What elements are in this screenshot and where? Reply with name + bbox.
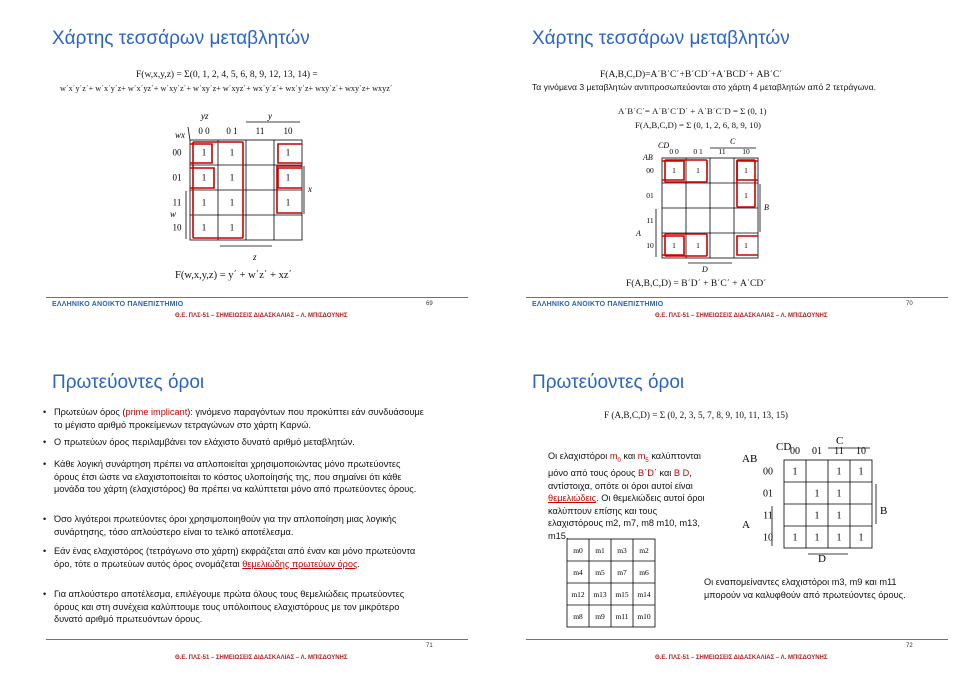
university-logo-text: ΕΛΛΗΝΙΚΟ ΑΝΟΙΚΤΟ ΠΑΝΕΠΙΣΤΗΜΙΟ: [52, 301, 184, 308]
minterm-label: m4: [573, 568, 583, 577]
slide-title: Χάρτης τεσσάρων μεταβλητών: [532, 28, 790, 49]
function-definition: F(A,B,C,D)=A΄B΄C΄+B΄CD΄+A΄BCD΄+ AB΄C΄: [600, 70, 783, 80]
slide-69: [0, 0, 480, 342]
top-label: C: [836, 435, 844, 447]
minterm-label: m0: [573, 546, 583, 555]
footer-line: [46, 639, 468, 640]
kmap-4var: [0, 100, 480, 285]
kmap-cell: 1: [858, 532, 864, 544]
minterm-label: m10: [637, 612, 651, 621]
col-header: 0 0: [198, 126, 210, 136]
university-logo-text: ΕΛΛΗΝΙΚΟ ΑΝΟΙΚΤΟ ΠΑΝΕΠΙΣΤΗΜΙΟ: [532, 301, 664, 308]
bullet-cost: • Κάθε λογική συνάρτηση πρέπει να απλοποιείται χρησιμοποιώντας μόνο πρωτεύοντες όρους έτσι ώστε να ελαχιστοποιείται το κόστος υλοποίησής της, που σημαίνει ότι κάθε μονάδα του χάρτη (ελαχιστόρος) θα πρέπει να καλύπτεται μόνο από πρωτεύοντες όρους.: [54, 458, 424, 496]
kmap-cell: 1: [814, 510, 820, 522]
col-header: 10: [742, 147, 750, 156]
course-text: Θ.Ε. ΠΛΣ-51 – ΣΗΜΕΙΩΣΕΙΣ ΔΙΔΑΣΚΑΛΙΑΣ – Λ. ΜΠΙΣΔΟΥΝΗΣ: [655, 313, 828, 319]
col-header: 11: [718, 147, 726, 156]
row-var-label: wx: [175, 130, 185, 140]
simplified-result: F(w,x,y,z) = y΄ + w΄z΄ + xz΄: [175, 270, 292, 281]
slide-title: Πρωτεύοντες όροι: [52, 372, 205, 393]
col-var-label: CD: [776, 441, 792, 453]
minterm-label: m14: [637, 590, 651, 599]
kmap-cell: 1: [836, 532, 842, 544]
left-label: A: [742, 519, 750, 531]
row-header: 01: [646, 191, 654, 200]
right-label: x: [308, 184, 312, 194]
function-expansion: w΄x΄y΄z΄+ w΄x΄y΄z+ w΄x΄yz΄+ w΄xy΄z΄+ w΄xy΄z+ w΄xyz΄+ wx΄y΄z΄+ wx΄y΄z+ wxy΄z΄+ wxy΄z+ wxyz΄: [60, 84, 393, 93]
row-header: 10: [763, 532, 773, 544]
minterm-label: m15: [615, 590, 629, 599]
minterm-label: m6: [639, 568, 649, 577]
slide-title: Πρωτεύοντες όροι: [532, 372, 685, 393]
minterm-label: m1: [595, 546, 605, 555]
right-label: B: [764, 203, 769, 212]
top-label: y: [268, 111, 272, 121]
kmap-cell: 1: [814, 532, 820, 544]
kmap-cell: 1: [229, 172, 235, 183]
kmap-4var: [480, 434, 960, 574]
row-header: 10: [172, 222, 182, 233]
slide-72: [480, 342, 960, 684]
slide-71: [0, 342, 480, 684]
col-header: 11: [255, 126, 265, 136]
kmap-cell: 1: [792, 466, 798, 478]
col-header: 00: [790, 446, 800, 457]
kmap-cell: 1: [285, 172, 291, 183]
row-header: 11: [646, 216, 654, 225]
kmap-cell: 1: [696, 241, 700, 250]
kmap-cell: 1: [792, 532, 798, 544]
bullet-min-variables: • Ο πρωτεύων όρος περιλαμβάνει τον ελάχιστο δυνατό αριθμό μεταβλητών.: [54, 436, 424, 449]
row-var-label: AB: [643, 153, 653, 162]
minterm-label: m12: [571, 590, 585, 599]
kmap-4var: [480, 130, 960, 280]
minterm-label: m13: [593, 590, 607, 599]
equation-2: F(A,B,C,D) = Σ (0, 1, 2, 6, 8, 9, 10): [635, 120, 761, 130]
row-header: 00: [646, 166, 654, 175]
function-definition: F(w,x,y,z) = Σ(0, 1, 2, 4, 5, 6, 8, 9, 12, 13, 14) =: [136, 70, 318, 80]
row-header: 00: [172, 147, 182, 158]
kmap-cell: 1: [201, 147, 207, 158]
minterm-label: m9: [595, 612, 605, 621]
row-header: 01: [763, 488, 773, 500]
kmap-cell: 1: [744, 241, 748, 250]
kmap-cell: 1: [744, 166, 748, 175]
kmap-cell: 1: [229, 222, 235, 233]
kmap-cell: 1: [672, 241, 676, 250]
kmap-cell: 1: [836, 488, 842, 500]
kmap-cell: 1: [836, 466, 842, 478]
slide-title: Χάρτης τεσσάρων μεταβλητών: [52, 28, 310, 49]
kmap-cell: 1: [836, 510, 842, 522]
course-text: Θ.Ε. ΠΛΣ-51 – ΣΗΜΕΙΩΣΕΙΣ ΔΙΔΑΣΚΑΛΙΑΣ – Λ. ΜΠΙΣΔΟΥΝΗΣ: [655, 655, 828, 661]
kmap-cell: 1: [858, 466, 864, 478]
col-header: 0 1: [226, 126, 238, 136]
bullet-essential: • Εάν ένας ελαχιστόρος (τετράγωνο στο χάρτη) εκφράζεται από έναν και μόνο πρωτεύοντα όρο, τότε ο πρωτεύων αυτός όρος ονομάζεται θεμελιώδης πρωτεύων όρος.: [54, 545, 424, 570]
kmap-cell: 1: [672, 166, 676, 175]
minterm-label: m7: [617, 568, 627, 577]
simplified-result: F(A,B,C,D) = B΄D΄ + B΄C΄ + A΄CD΄: [626, 279, 767, 289]
course-text: Θ.Ε. ΠΛΣ-51 – ΣΗΜΕΙΩΣΕΙΣ ΔΙΔΑΣΚΑΛΙΑΣ – Λ. ΜΠΙΣΔΟΥΝΗΣ: [175, 655, 348, 661]
kmap-cell: 1: [696, 166, 700, 175]
page-number: 72: [906, 643, 913, 649]
kmap-cell: 1: [229, 147, 235, 158]
slide-70: [480, 0, 960, 342]
left-label: w: [170, 209, 177, 219]
bullet-fewer-terms: • Όσο λιγότεροι πρωτεύοντες όροι χρησιμοποιηθούν για την απλοποίηση μιας λογικής συνάρτησης, τόσο απλούστερο είναι το τελικό αποτέλεσμα.: [54, 513, 424, 538]
row-header: 01: [172, 172, 182, 183]
left-label: A: [636, 229, 641, 238]
equation-1: A΄B΄C΄= A΄B΄C΄D΄ + A΄B΄C΄D = Σ (0, 1): [618, 106, 767, 116]
bullet-prime-implicant: • Πρωτεύων όρος (prime implicant): γινόμενο παραγόντων που προκύπτει εάν συνδυάσουμε το μέγιστο αριθμό προκείμενων τετραγώνων στο χάρτη Καρνώ.: [54, 406, 424, 431]
kmap-cell: 1: [744, 191, 748, 200]
top-label: C: [730, 137, 736, 146]
row-header: 11: [763, 510, 773, 522]
right-label: B: [880, 505, 888, 517]
kmap-cell: 1: [201, 172, 207, 183]
kmap-cell: 1: [285, 197, 291, 208]
description-text: Τα γινόμενα 3 μεταβλητών αντιπροσωπεύονται στο χάρτη 4 μεταβλητών από 2 τετράγωνα.: [532, 82, 876, 92]
page-number: 71: [426, 643, 433, 649]
course-text: Θ.Ε. ΠΛΣ-51 – ΣΗΜΕΙΩΣΕΙΣ ΔΙΔΑΣΚΑΛΙΑΣ – Λ. ΜΠΙΣΔΟΥΝΗΣ: [175, 313, 348, 319]
col-header: 11: [834, 446, 844, 457]
kmap-cell: 1: [201, 222, 207, 233]
kmap-cell: 1: [201, 197, 207, 208]
minterm-label: m3: [617, 546, 627, 555]
page-number: 70: [906, 301, 913, 307]
function-definition: F (A,B,C,D) = Σ (0, 2, 3, 5, 7, 8, 9, 10, 11, 13, 15): [604, 410, 788, 420]
essential-explanation: Οι ελαχιστόροι $m_0$ και $m_5$ καλύπτονται μόνο από τους όρους B΄D΄ και B D, αντίστοιχα, οπότε οι όροι αυτοί είναι θεμελιώδεις. Οι θεμελιώδεις αυτοί όροι καλύπτουν επίσης και τους ελαχιστόρους m2, m7, m8 m10, m13, m15.: [548, 451, 705, 541]
minterm-label: m8: [573, 612, 583, 621]
bottom-label: D: [818, 553, 826, 565]
minterm-label: m5: [595, 568, 605, 577]
minterm-label: m11: [615, 612, 629, 621]
row-header: 11: [172, 197, 182, 208]
row-header: 00: [763, 466, 773, 478]
col-header: 10: [283, 126, 293, 136]
footer-line: [526, 639, 948, 640]
bottom-label: z: [253, 252, 257, 262]
remaining-minterms-text: Οι εναπομείναντες ελαχιστόροι m3, m9 και m11 μπορούν να καλυφθούν από πρωτεύοντες όρους.: [704, 577, 906, 600]
kmap-cell: 1: [229, 197, 235, 208]
footer-line: [46, 297, 468, 298]
col-header: 0 0: [669, 147, 679, 156]
bullet-procedure: • Για απλούστερο αποτέλεσμα, επιλέγουμε πρώτα όλους τους θεμελιώδεις πρωτεύοντες όρους και στη συνέχεια καλύπτουμε τους υπόλοιπους ελαχιστόρους με τον μικρότερο δυνατό αριθμό πρωτευόντων όρους.: [54, 588, 424, 626]
col-header: 0 1: [693, 147, 703, 156]
col-var-label: yz: [201, 111, 209, 121]
kmap-cell: 1: [814, 488, 820, 500]
col-header: 10: [856, 446, 866, 457]
row-var-label: AB: [742, 453, 758, 465]
kmap-cell: 1: [285, 147, 291, 158]
minterm-label: m2: [639, 546, 649, 555]
col-header: 01: [812, 446, 822, 457]
footer-line: [526, 297, 948, 298]
row-header: 10: [646, 241, 654, 250]
bottom-label: D: [702, 265, 708, 274]
col-var-label: CD: [658, 141, 670, 150]
page-number: 69: [426, 301, 433, 307]
